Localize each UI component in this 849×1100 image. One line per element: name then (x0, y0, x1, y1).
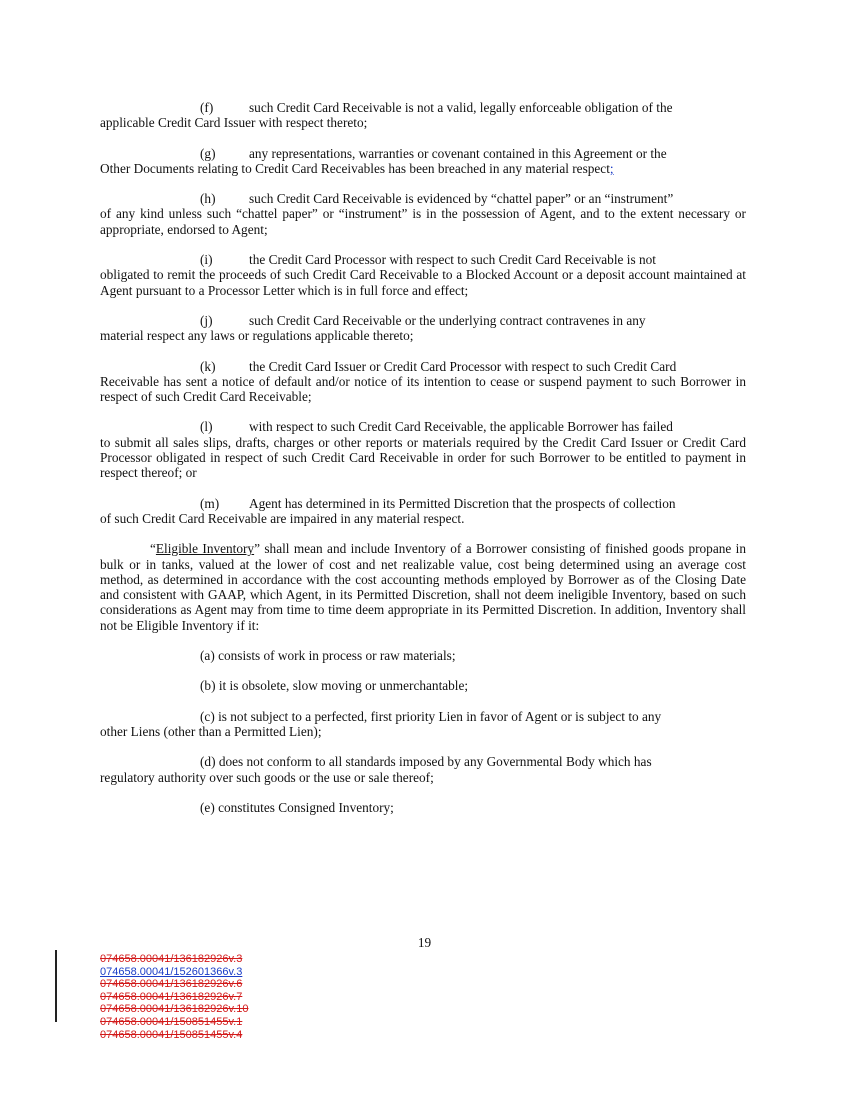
clause-continuation: applicable Credit Card Issuer with respect thereto; (100, 115, 368, 131)
defined-term: Eligible Inventory (155, 541, 255, 557)
clause-label: (l) (200, 419, 213, 435)
clause-continuation: material respect any laws or regulations applicable thereto; (100, 328, 414, 344)
clause-f (100, 100, 746, 131)
document-body (100, 100, 746, 830)
clause-continuation: of such Credit Card Receivable are impaired in any material respect. (100, 510, 465, 526)
clause-j (100, 313, 746, 344)
clause-label: (h) (200, 191, 216, 207)
clause-continuation: regulatory authority over such goods or the use or sale thereof; (100, 769, 434, 785)
clause-lead: (d) does not conform to all standards imposed by any Governmental Body which has (200, 754, 652, 770)
clause-lead: the Credit Card Processor with respect to such Credit Card Receivable is not (249, 252, 656, 268)
clause-lead: such Credit Card Receivable is not a valid, legally enforceable obligation of the (249, 100, 673, 115)
inserted-mark: ; (609, 160, 614, 176)
eligible-inventory-definition (100, 541, 746, 633)
clause-label: (g) (200, 145, 216, 161)
eligible-clause-b: (b) it is obsolete, slow moving or unmerchantable; (200, 678, 469, 694)
doc-id-deleted: 074658.00041/136182926v.3 (100, 953, 243, 965)
clause-lead: the Credit Card Issuer or Credit Card Processor with respect to such Credit Card (249, 358, 677, 374)
clause-lead: Agent has determined in its Permitted Discretion that the prospects of collection (249, 495, 676, 511)
clause-k (100, 359, 746, 405)
clause-continuation: Receivable has sent a notice of default and/or notice of its intention to cease or suspend payment to such Borrower in respect of such Credit Card Receivable; (100, 373, 746, 405)
clause-l (100, 419, 746, 480)
clause-continuation: of any kind unless such “chattel paper” or “instrument” is in the possession of Agent, and to the extent necessary or appropriate, endorsed to Agent; (100, 206, 746, 237)
clause-label: (m) (200, 495, 220, 511)
change-bar (55, 950, 57, 1022)
clause-continuation: to submit all sales slips, drafts, charges or other reports or materials required by the Credit Card Issuer or Credit Card Processor obligated in respect of such Credit Card Receivable in order for such Borrower to be entitled to payment in respect thereof; or (100, 434, 746, 481)
clause-label: (j) (200, 312, 213, 328)
clause-lead: such Credit Card Receivable is evidenced by “chattel paper” or an “instrument” (249, 191, 674, 207)
document-id-footer (100, 953, 248, 1041)
definition-body: ” shall mean and include Inventory of a Borrower consisting of finished goods propane in bulk or in tanks, valued at the lower of cost and net realizable value, cost being determined using an average cost method, as determined in accordance with the cost accounting methods employed by Borrower as of the Closing Date and consistent with GAAP, which Agent, in its Permitted Discretion, shall not deem ineligible Inventory, based on such considerations as Agent may from time to time deem appropriate in its Permitted Discretion. In addition, Inventory shall not be Eligible Inventory if it: (100, 541, 747, 633)
clause-continuation (100, 161, 746, 176)
page-number: 19 (417, 935, 432, 950)
doc-id-deleted: 074658.00041/150851455v.4 (100, 1028, 243, 1041)
clause-label: (i) (200, 252, 213, 268)
clause-lead: any representations, warranties or covenant contained in this Agreement or the (249, 145, 667, 161)
doc-id-inserted: 074658.00041/152601366v.3 (100, 965, 243, 978)
clause-continuation: obligated to remit the proceeds of such Credit Card Receivable to a Blocked Account or a deposit account maintained at Agent pursuant to a Processor Letter which is in full force and effect; (100, 267, 746, 298)
clause-label: (f) (200, 100, 214, 115)
eligible-clause-e: (e) constitutes Consigned Inventory; (200, 799, 394, 815)
doc-id-deleted: 074658.00041/136182926v.6 (100, 978, 243, 991)
clause-text: Other Documents relating to Credit Card Receivables has been breached in any material respect (100, 160, 610, 176)
doc-id-deleted: 074658.00041/136182926v.7 (100, 990, 243, 1003)
clause-lead: with respect to such Credit Card Receivable, the applicable Borrower has failed (249, 419, 673, 435)
clause-lead: such Credit Card Receivable or the underlying contract contravenes in any (249, 312, 646, 328)
eligible-clause-d (100, 754, 746, 785)
clause-h (100, 191, 746, 237)
clause-label: (k) (200, 358, 216, 374)
open-quote: “ (150, 541, 156, 557)
clause-i (100, 252, 746, 298)
doc-id-deleted: 074658.00041/136182926v.10 (100, 1003, 249, 1016)
eligible-clause-a: (a) consists of work in process or raw materials; (200, 648, 456, 664)
doc-id-deleted: 074658.00041/150851455v.1 (100, 1015, 243, 1028)
eligible-clause-c (100, 709, 746, 740)
clause-continuation: other Liens (other than a Permitted Lien); (100, 723, 322, 739)
clause-g (100, 146, 746, 177)
clause-m (100, 496, 746, 527)
clause-lead: (c) is not subject to a perfected, first priority Lien in favor of Agent or is subject to any (200, 708, 662, 724)
